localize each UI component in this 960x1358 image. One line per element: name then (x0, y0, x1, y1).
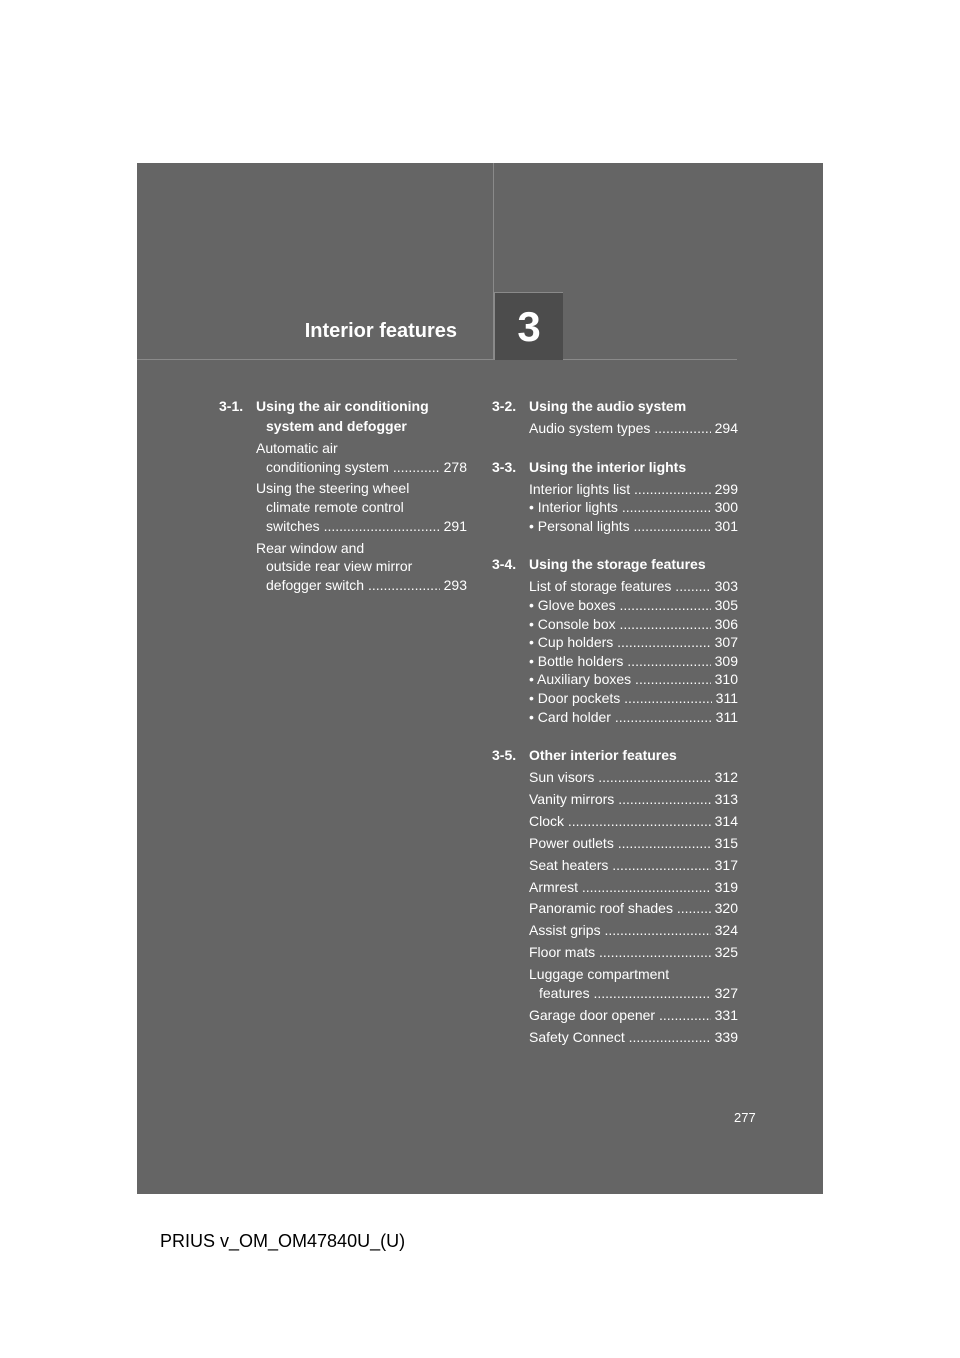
entry-page: 303 (714, 578, 738, 595)
entry-page: 312 (714, 769, 738, 786)
entry-page: 305 (714, 596, 738, 613)
entry-page: 315 (714, 834, 738, 851)
toc-entry[interactable] (529, 921, 738, 940)
divider-horizontal (137, 359, 737, 360)
entry-page: 278 (443, 458, 467, 475)
entry-page: 306 (714, 615, 738, 632)
entry-label: switches ..... (266, 517, 440, 536)
toc-entry[interactable] (529, 480, 738, 499)
toc-entry[interactable] (529, 768, 738, 787)
toc-entry[interactable] (529, 577, 738, 596)
entry-page: 320 (714, 900, 738, 917)
entry-label: Assist grips ..... (529, 921, 711, 940)
entry-label: • Console box ..... (529, 615, 711, 634)
entry-label: • Card holder ..... (529, 708, 712, 727)
entry-label: defogger switch ..... (266, 576, 440, 595)
section-title: Using the air conditioning (256, 398, 429, 414)
entry-label: Vanity mirrors ..... (529, 790, 711, 809)
entry-label: • Auxiliary boxes ..... (529, 670, 711, 689)
section-title-continued: system and defogger (266, 418, 407, 434)
entry-page: 339 (714, 1028, 738, 1045)
toc-entry[interactable] (529, 596, 738, 615)
section-heading[interactable]: 3-3. Using the interior lights (492, 458, 687, 475)
entry-page: 313 (714, 791, 738, 808)
entry-page: 291 (443, 517, 467, 534)
entry-label: Power outlets ..... (529, 834, 711, 853)
entry-label: Floor mats ..... (529, 943, 711, 962)
toc-entry[interactable] (529, 670, 738, 689)
chapter-panel (137, 163, 823, 1194)
toc-entry[interactable] (529, 856, 738, 875)
entry-page: 300 (714, 499, 738, 516)
entry-page: 325 (714, 944, 738, 961)
toc-section-3-2 (492, 396, 738, 438)
entry-page: 299 (714, 480, 738, 497)
document-footer: PRIUS v_OM_OM47840U_(U) (160, 1231, 406, 1251)
entry-page: 293 (443, 576, 467, 593)
toc-entry[interactable] (529, 708, 738, 727)
toc-section-3-5 (492, 745, 738, 1046)
entry-label: features ..... (539, 984, 711, 1003)
toc-entry[interactable]: Luggage compartment features ..... 327 (529, 965, 738, 1002)
toc-entry[interactable] (529, 652, 738, 671)
entry-label: Armrest ..... (529, 878, 711, 897)
toc-entry[interactable]: Rear window and outside rear view mirror defogger switch ..... 293 (256, 539, 467, 595)
entry-page: 309 (714, 652, 738, 669)
toc-section-3-3 (492, 457, 738, 536)
entry-page: 319 (714, 878, 738, 895)
toc-entry[interactable] (529, 790, 738, 809)
entry-page: 301 (714, 517, 738, 534)
entry-page: 324 (714, 922, 738, 939)
entry-page: 317 (714, 856, 738, 873)
toc-right-column (492, 396, 738, 1065)
toc-entry[interactable] (529, 517, 738, 536)
toc-entry[interactable] (529, 689, 738, 708)
entry-label: Safety Connect ..... (529, 1028, 711, 1047)
section-heading[interactable]: 3-2. Using the audio system (492, 398, 687, 414)
entry-page: 314 (714, 812, 738, 829)
entry-page: 307 (714, 634, 738, 651)
chapter-title: Interior features (304, 320, 457, 342)
toc-entry[interactable] (529, 1028, 738, 1047)
section-heading[interactable]: 3-5. Other interior features (492, 747, 677, 764)
entry-page: 294 (714, 420, 738, 436)
entry-label: Seat heaters ..... (529, 856, 711, 875)
section-number: 3-1. (219, 398, 244, 414)
entry-page: 310 (714, 671, 738, 688)
toc-entry[interactable] (529, 812, 738, 831)
entry-label: • Bottle holders ..... (529, 652, 711, 671)
entry-label: Interior lights list ..... (529, 480, 711, 499)
section-heading[interactable] (219, 396, 467, 436)
toc-entry[interactable] (529, 1006, 738, 1025)
entry-label: Audio system types ..... (529, 419, 711, 438)
toc-entry[interactable]: Using the steering wheel climate remote control switches ..... 291 (256, 479, 467, 535)
entry-label: List of storage features ..... (529, 577, 711, 596)
entry-label: conditioning system ..... (266, 458, 440, 477)
toc-entry[interactable] (529, 878, 738, 897)
toc-entry[interactable]: Automatic air conditioning system ..... 278 (256, 439, 467, 476)
toc-entry[interactable] (529, 419, 738, 438)
entry-label: Panoramic roof shades ..... (529, 899, 711, 918)
chapter-number-tab: 3 (494, 292, 563, 360)
entry-label: • Personal lights ..... (529, 517, 711, 536)
toc-entry[interactable] (529, 615, 738, 634)
toc-entry[interactable] (529, 899, 738, 918)
entry-label: • Interior lights ..... (529, 498, 711, 517)
entry-page: 311 (715, 689, 738, 706)
toc-section-3-1 (219, 396, 467, 594)
toc-entry[interactable] (529, 834, 738, 853)
toc-left-column (219, 396, 467, 613)
toc-entry[interactable] (529, 498, 738, 517)
toc-entry[interactable] (529, 943, 738, 962)
entry-label: Sun visors ..... (529, 768, 711, 787)
entry-label: Garage door opener ..... (529, 1006, 711, 1025)
entry-label: • Glove boxes ..... (529, 596, 711, 615)
entry-page: 327 (714, 984, 738, 1001)
entry-label: • Cup holders ..... (529, 633, 711, 652)
entry-label: • Door pockets ..... (529, 689, 712, 708)
toc-section-3-4 (492, 554, 738, 726)
section-heading[interactable]: 3-4. Using the storage features (492, 556, 706, 573)
entry-page: 331 (714, 1006, 738, 1023)
entry-label: Clock ..... (529, 812, 711, 831)
entry-page: 311 (715, 708, 738, 725)
toc-entry[interactable] (529, 633, 738, 652)
page-number: 277 (734, 1110, 756, 1125)
